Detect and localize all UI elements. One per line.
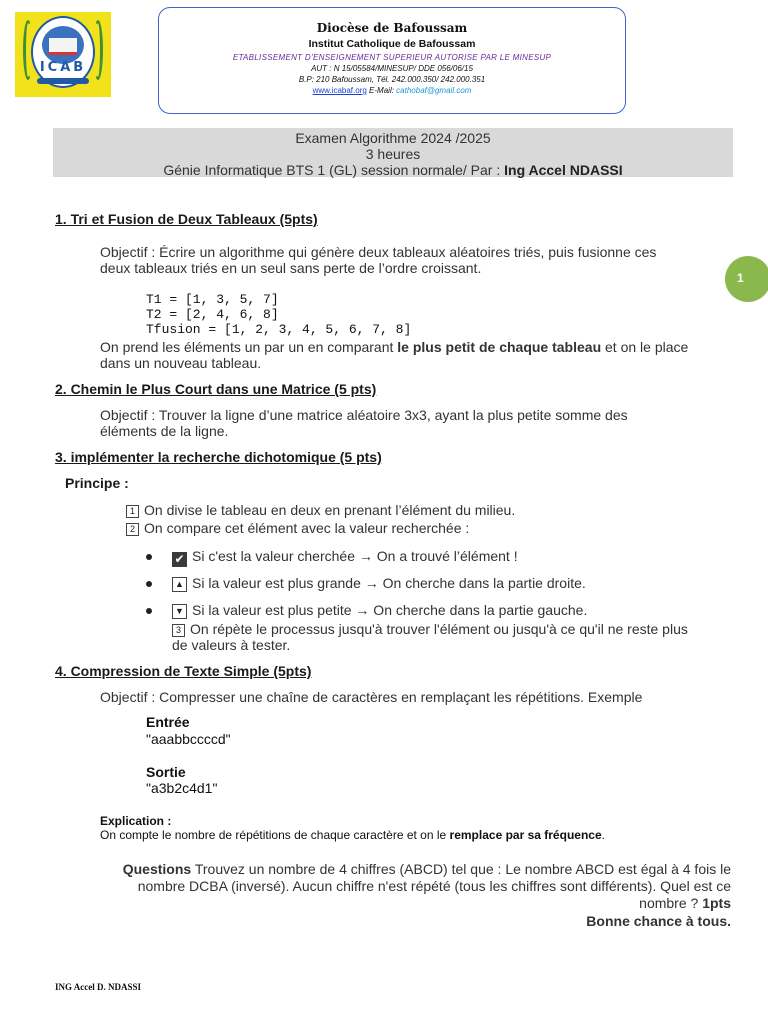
- input-value: "aaabbccccd": [146, 731, 231, 747]
- establishment-line: ETABLISSEMENT D’ENSEIGNEMENT SUPERIEUR AUTORISE PAR LE MINESUP: [232, 53, 552, 62]
- step2-number-box: 2: [126, 523, 139, 536]
- logo-ribbon: [37, 78, 89, 84]
- step3-l2: de valeurs à tester.: [172, 637, 291, 653]
- explanation-text-a: On compte le nombre de répétitions de chaque caractère et on le: [100, 828, 450, 842]
- email-label: E-Mail:: [369, 86, 394, 95]
- output-value: "a3b2c4d1": [146, 780, 218, 796]
- question-l1: [80, 861, 731, 877]
- bullet-case2: [146, 581, 152, 587]
- explanation-label: Explication :: [100, 814, 172, 828]
- email-link[interactable]: cathobaf@gmail.com: [396, 86, 472, 95]
- input-label: Entrée: [146, 714, 190, 730]
- section1-note-l2: dans un nouveau tableau.: [100, 355, 262, 371]
- step1-number-box: 1: [126, 505, 139, 518]
- section2-objective-l1: Objectif : Trouver la ligne d’une matrice aléatoire 3x3, ayant la plus petite somme des: [100, 407, 628, 423]
- step1: [126, 502, 515, 518]
- institute-name: Institut Catholique de Bafoussam: [308, 38, 476, 50]
- case-smaller-text: Si la valeur est plus petite → On cherche dans la partie gauche.: [192, 602, 588, 618]
- exam-author: Ing Accel NDASSI: [504, 162, 623, 178]
- checkmark-icon: ✔: [172, 552, 187, 567]
- logo-lettering: ICAB: [39, 60, 87, 75]
- code-t1: T1 = [1, 3, 5, 7]: [146, 292, 279, 307]
- section2-heading: 2. Chemin le Plus Court dans une Matrice (5 pts): [55, 381, 377, 397]
- section4-objective: Objectif : Compresser une chaîne de caractères en remplaçant les répétitions. Exemple: [100, 689, 643, 705]
- question-text-l1: Trouvez un nombre de 4 chiffres (ABCD) tel que : Le nombre ABCD est égal à 4 fois le: [191, 861, 731, 877]
- logo-book: [49, 38, 77, 55]
- step3-l1: [172, 621, 688, 637]
- diocese-name: Diocèse de Bafoussam: [316, 21, 468, 35]
- section3-heading: 3. implémenter la recherche dichotomique (5 pts): [55, 449, 382, 465]
- authorization-line: AUT : N 15/05584/MINESUP/ DDE 056/06/15: [311, 64, 473, 73]
- question-l3: [80, 895, 731, 911]
- code-tfusion: Tfusion = [1, 2, 3, 4, 5, 6, 7, 8]: [146, 322, 412, 337]
- closing-text: Bonne chance à tous.: [586, 913, 731, 929]
- step3-number-box: 3: [172, 624, 185, 637]
- exam-program: [53, 162, 733, 178]
- address-line: B.P: 210 Bafoussam, Tél. 242.000.350/ 242.000.351: [298, 75, 486, 84]
- step1-text: On divise le tableau en deux en prenant l’élément du milieu.: [144, 502, 516, 518]
- bullet-case3: [146, 608, 152, 614]
- explanation-text: [100, 828, 605, 842]
- case-found: [172, 548, 518, 567]
- step3-text: On répète le processus jusqu'à trouver l'élément ou jusqu'à ce qu'il ne reste plus: [190, 621, 688, 637]
- bullet-case1: [146, 554, 152, 560]
- section1-objective-l2: deux tableaux triés en un seul sans perte de l’ordre croissant.: [100, 260, 482, 276]
- question-label: Questions: [122, 861, 192, 877]
- section1-heading: 1. Tri et Fusion de Deux Tableaux (5pts): [55, 211, 318, 227]
- case-greater: [172, 575, 586, 592]
- output-label: Sortie: [146, 764, 186, 780]
- section1-objective-l1: Objectif : Écrire un algorithme qui génère deux tableaux aléatoires triés, puis fusionne ces: [100, 244, 657, 260]
- exam-program-text: Génie Informatique BTS 1 (GL) session normale/ Par :: [163, 162, 505, 178]
- school-logo: [15, 12, 111, 97]
- arrow-up-icon: ▲: [172, 577, 187, 592]
- exam-banner: [53, 128, 733, 177]
- code-t2: T2 = [2, 4, 6, 8]: [146, 307, 279, 322]
- note-text-c: et on le place: [601, 339, 689, 355]
- arrow-down-icon: ▼: [172, 604, 187, 619]
- step2: [126, 520, 469, 536]
- contact-line: [159, 86, 625, 95]
- question-points: 1pts: [702, 895, 731, 911]
- institution-header: [158, 7, 626, 114]
- section4-heading: 4. Compression de Texte Simple (5pts): [55, 663, 312, 679]
- exam-duration: 3 heures: [365, 146, 421, 162]
- question-text-l3: nombre ?: [639, 895, 703, 911]
- explanation-text-c: .: [601, 828, 605, 842]
- case-smaller: [172, 602, 587, 619]
- website-link[interactable]: www.icabaf.org: [312, 86, 367, 95]
- question-l2: nombre DCBA (inversé). Aucun chiffre n'est répété (tous les chiffres sont différents). Quel est ce: [137, 878, 731, 894]
- principle-label: Principe :: [65, 475, 129, 491]
- note-text-a: On prend les éléments un par un en comparant: [100, 339, 398, 355]
- case-greater-text: Si la valeur est plus grande → On cherche dans la partie droite.: [192, 575, 586, 591]
- explanation-bold: remplace par sa fréquence: [449, 828, 602, 842]
- section1-note-l1: [100, 339, 688, 355]
- page-number-badge: 1: [725, 256, 768, 302]
- step2-text: On compare cet élément avec la valeur recherchée :: [144, 520, 470, 536]
- section2-objective-l2: éléments de la ligne.: [100, 423, 229, 439]
- case-found-text: Si c'est la valeur cherchée → On a trouvé l’élément !: [192, 548, 518, 564]
- exam-title: Examen Algorithme 2024 /2025: [295, 130, 491, 146]
- footer-author: ING Accel D. NDASSI: [55, 982, 142, 992]
- note-bold: le plus petit de chaque tableau: [397, 339, 602, 355]
